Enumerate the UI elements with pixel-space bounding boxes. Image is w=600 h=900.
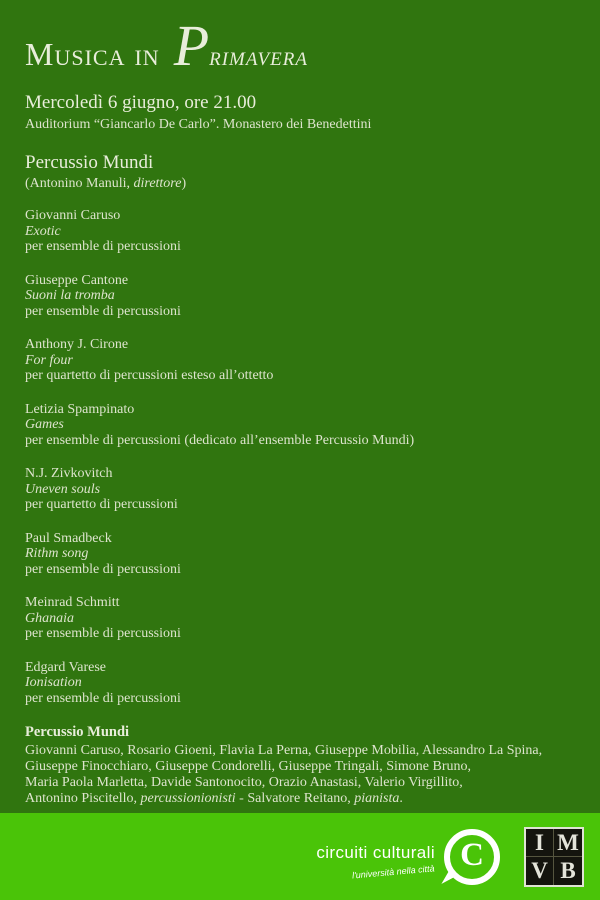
composer-name: Anthony J. Cirone xyxy=(25,337,129,352)
c-circle-icon xyxy=(444,829,500,885)
c-monogram: C xyxy=(460,837,484,873)
program-entry xyxy=(25,660,580,707)
composer-name: Giuseppe Cantone xyxy=(25,272,129,288)
piece-title: Uneven souls xyxy=(25,481,101,497)
performers-heading: Percussio Mundi xyxy=(25,724,130,740)
program-list xyxy=(25,208,580,706)
imvb-letter: I xyxy=(526,829,554,857)
title-primavera xyxy=(173,13,308,78)
composer-name: Giovanni Caruso xyxy=(25,208,121,223)
composer-name: Letizia Spampinato xyxy=(25,401,135,417)
ensemble-name: Percussio Mundi xyxy=(25,152,154,173)
piece-scoring: per quartetto di percussioni xyxy=(25,497,178,512)
program-entry xyxy=(25,337,580,384)
sponsor-footer xyxy=(0,813,600,900)
piece-title: Rithm song xyxy=(25,546,89,561)
imvb-letter: V xyxy=(526,857,554,885)
performer-role: percussionionisti xyxy=(140,791,236,806)
ensemble-header xyxy=(25,152,580,192)
piece-scoring: per ensemble di percussioni xyxy=(25,303,181,319)
piece-scoring: per ensemble di percussioni xyxy=(25,239,181,254)
composer-name: N.J. Zivkovitch xyxy=(25,466,113,481)
piece-scoring: per ensemble di percussioni xyxy=(25,626,181,641)
composer-name: Edgard Varese xyxy=(25,659,106,675)
piece-scoring: per quartetto di percussioni esteso all’ottetto xyxy=(25,368,274,383)
imvb-letter: M xyxy=(554,829,582,857)
circuiti-culturali-label: circuiti culturali xyxy=(316,842,435,862)
title-script-rest: rimavera xyxy=(209,41,308,71)
piece-title: Ghanaia xyxy=(25,610,74,626)
title-script-initial: P xyxy=(173,13,210,78)
circuiti-culturali-logo xyxy=(316,829,500,885)
performers-block xyxy=(25,724,580,807)
piece-title: Exotic xyxy=(25,223,61,239)
poster-title xyxy=(25,13,580,82)
program-entry xyxy=(25,595,580,642)
composer-name: Meinrad Schmitt xyxy=(25,595,120,610)
piece-scoring: per ensemble di percussioni xyxy=(25,690,181,706)
composer-name: Paul Smadbeck xyxy=(25,530,112,546)
performer-role: pianista xyxy=(354,791,400,806)
piece-title: Ionisation xyxy=(25,675,82,690)
program-entry xyxy=(25,402,580,449)
program-entry xyxy=(25,466,580,513)
event-info xyxy=(25,92,580,133)
event-date: Mercoledì 6 giugno, ore 21.00 xyxy=(25,92,257,113)
piece-title: For four xyxy=(25,352,73,368)
imvb-letter: B xyxy=(560,858,576,883)
piece-scoring: per ensemble di percussioni (dedicato all’ensemble Percussio Mundi) xyxy=(25,432,415,448)
program-entry xyxy=(25,208,580,255)
piece-title: Suoni la tromba xyxy=(25,288,115,303)
poster-content xyxy=(25,0,580,807)
performers-line: Maria Paola Marletta, Davide Santonocito, Orazio Anastasi, Valerio Virgillito, xyxy=(25,775,463,790)
event-venue: Auditorium “Giancarlo De Carlo”. Monastero dei Benedettini xyxy=(25,117,372,132)
piece-scoring: per ensemble di percussioni xyxy=(25,561,181,577)
imvb-logo xyxy=(524,827,584,887)
circuiti-culturali-tagline: l'università nella città xyxy=(351,862,436,881)
piece-title: Games xyxy=(25,417,64,432)
title-musica-in: Musica in xyxy=(25,36,160,72)
performers-line: Giuseppe Finocchiaro, Giuseppe Condorelli, Giuseppe Tringali, Simone Bruno, xyxy=(25,759,472,774)
performers-line: Antonino Piscitello, percussionionisti - Salvatore Reitano, pianista. xyxy=(25,791,403,806)
program-entry xyxy=(25,273,580,320)
c-circle-tail xyxy=(437,867,456,883)
ensemble-director: (Antonino Manuli, direttore) xyxy=(25,176,187,191)
performers-line: Giovanni Caruso, Rosario Gioeni, Flavia La Perna, Giuseppe Mobilia, Alessandro La Spina, xyxy=(25,743,543,758)
program-entry xyxy=(25,531,580,578)
director-role: direttore xyxy=(133,176,182,191)
